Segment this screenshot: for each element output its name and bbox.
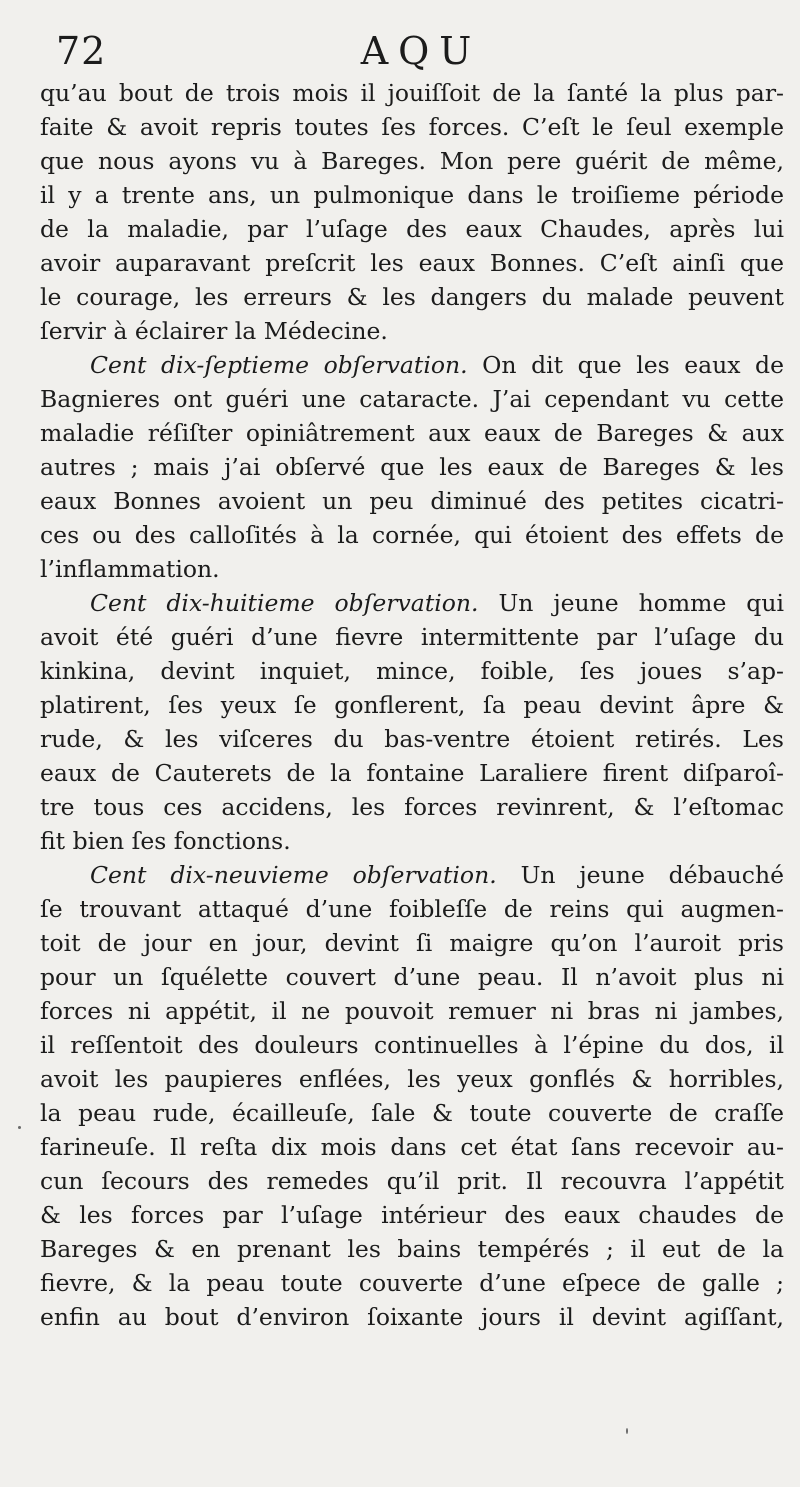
page-number: 72 — [56, 29, 107, 73]
text-line — [40, 212, 784, 246]
text-line — [40, 824, 784, 858]
text-line — [40, 586, 784, 620]
line-text: kinkina, devint inquiet, mince, foible, ſes joues s’ap- — [40, 657, 784, 685]
ink-speck — [626, 1428, 628, 1434]
text-line — [40, 1164, 784, 1198]
line-text: avoir auparavant preſcrit les eaux Bonnes. C’eſt ainſi que — [40, 249, 784, 277]
text-line — [40, 280, 784, 314]
line-text: forces ni appétit, il ne pouvoit remuer ni bras ni jambes, — [40, 997, 784, 1025]
line-text: ſervir à éclairer la Médecine. — [40, 317, 388, 345]
line-text: la peau rude, écailleuſe, ſale & toute couverte de craſſe — [40, 1099, 784, 1127]
text-line — [40, 858, 784, 892]
body-text — [40, 76, 784, 1334]
line-text: maladie réſiſter opiniâtrement aux eaux de Bareges & aux — [40, 419, 784, 447]
text-line — [40, 76, 784, 110]
line-text: Bareges & en prenant les bains tempérés ; il eut de la — [40, 1235, 784, 1263]
line-text: ſe trouvant attaqué d’une foibleſſe de reins qui augmen- — [40, 895, 784, 923]
text-line — [40, 790, 784, 824]
line-text: avoit été guéri d’une fievre intermittente par l’uſage du — [40, 623, 784, 651]
text-line — [40, 688, 784, 722]
text-line — [40, 756, 784, 790]
paragraph — [40, 348, 784, 586]
line-text: On dit que les eaux de — [467, 351, 784, 379]
text-line — [40, 960, 784, 994]
text-line — [40, 1266, 784, 1300]
page-header — [56, 26, 786, 76]
line-text: cun ſecours des remedes qu’il prit. Il recouvra l’appétit — [40, 1167, 784, 1195]
text-line — [40, 484, 784, 518]
observation-heading: Cent dix-ſeptieme obſervation. — [90, 351, 468, 379]
line-text: avoit les paupieres enflées, les yeux gonflés & horribles, — [40, 1065, 784, 1093]
line-text: ces ou des calloſités à la cornée, qui étoient des effets de — [40, 521, 784, 549]
text-line — [40, 246, 784, 280]
text-line — [40, 178, 784, 212]
line-text: enfin au bout d’environ ſoixante jours il devint agiſſant, — [40, 1303, 784, 1331]
text-line — [40, 892, 784, 926]
line-text: eaux de Cauterets de la fontaine Laraliere firent diſparoî- — [40, 759, 784, 787]
line-text: faite & avoit repris toutes ſes forces. C’eſt le ſeul exemple — [40, 113, 784, 141]
observation-heading: Cent dix-huitieme obſervation. — [90, 589, 479, 617]
line-text: autres ; mais j’ai obſervé que les eaux de Bareges & les — [40, 453, 784, 481]
line-text: & les forces par l’uſage intérieur des eaux chaudes de — [40, 1201, 784, 1229]
line-text: pour un ſquélette couvert d’une peau. Il n’avoit plus ni — [40, 963, 784, 991]
text-line — [40, 382, 784, 416]
text-line — [40, 620, 784, 654]
line-text: fievre, & la peau toute couverte d’une eſpece de galle ; — [40, 1269, 784, 1297]
paragraph — [40, 858, 784, 1334]
text-line — [40, 654, 784, 688]
text-line — [40, 1062, 784, 1096]
line-text: il reſſentoit des douleurs continuelles à l’épine du dos, il — [40, 1031, 784, 1059]
text-line — [40, 552, 784, 586]
line-text: fit bien ſes fonctions. — [40, 827, 291, 855]
text-line — [40, 1198, 784, 1232]
text-line — [40, 518, 784, 552]
line-text: il y a trente ans, un pulmonique dans le troiſieme période — [40, 181, 784, 209]
paragraph — [40, 586, 784, 858]
line-text: Bagnieres ont guéri une cataracte. J’ai cependant vu cette — [40, 385, 784, 413]
text-line — [40, 994, 784, 1028]
line-text: rude, & les viſceres du bas-ventre étoient retirés. Les — [40, 725, 784, 753]
line-text: que nous ayons vu à Bareges. Mon pere guérit de même, — [40, 147, 784, 175]
text-line — [40, 1300, 784, 1334]
text-line — [40, 722, 784, 756]
text-line — [40, 1130, 784, 1164]
text-line — [40, 416, 784, 450]
running-head: AQU — [360, 29, 482, 73]
line-text: platirent, ſes yeux ſe gonflerent, ſa peau devint âpre & — [40, 691, 784, 719]
text-line — [40, 144, 784, 178]
text-line — [40, 450, 784, 484]
text-line — [40, 314, 784, 348]
paragraph — [40, 76, 784, 348]
line-text: Un jeune homme qui — [478, 589, 784, 617]
line-text: le courage, les erreurs & les dangers du malade peuvent — [40, 283, 784, 311]
line-text: qu’au bout de trois mois il jouiſſoit de la ſanté la plus par- — [40, 79, 784, 107]
line-text: toit de jour en jour, devint ſi maigre qu’on l’auroit pris — [40, 929, 784, 957]
text-line — [40, 926, 784, 960]
text-line — [40, 110, 784, 144]
text-line — [40, 348, 784, 382]
observation-heading: Cent dix-neuvieme obſervation. — [90, 861, 497, 889]
line-text: eaux Bonnes avoient un peu diminué des petites cicatri- — [40, 487, 784, 515]
line-text: l’inflammation. — [40, 555, 220, 583]
line-text: Un jeune débauché — [496, 861, 784, 889]
line-text: farineuſe. Il reſta dix mois dans cet état ſans recevoir au- — [40, 1133, 784, 1161]
text-line — [40, 1028, 784, 1062]
line-text: de la maladie, par l’uſage des eaux Chaudes, après lui — [40, 215, 784, 243]
line-text: tre tous ces accidens, les forces revinrent, & l’eſtomac — [40, 793, 784, 821]
text-line — [40, 1096, 784, 1130]
ink-speck — [18, 1126, 21, 1129]
text-line — [40, 1232, 784, 1266]
